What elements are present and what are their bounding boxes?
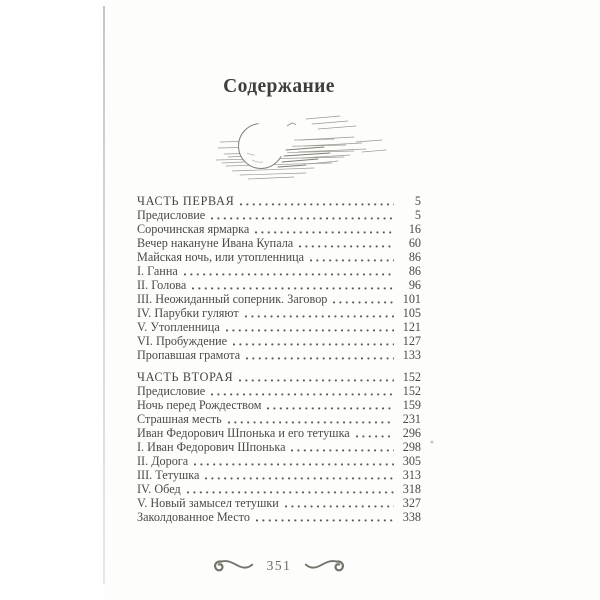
dot-leader [187,491,394,494]
toc-entry-label: Предисловие [137,208,206,222]
crescent-moon-clouds-illustration-icon [214,110,392,184]
toc-list [137,194,434,524]
dot-leader [246,357,394,360]
swash-flourish-icon [212,558,254,573]
toc-item-row [137,222,421,236]
dot-leader [240,203,394,206]
toc-item-row [137,348,421,362]
toc-item-row [137,482,421,496]
dot-leader [211,217,394,220]
toc-item-row [137,384,421,398]
dot-leader [194,463,394,466]
toc-entry-page-number: 5 [414,208,421,222]
dot-leader [228,421,394,424]
toc-entry-label: Заколдованное Место [137,510,250,524]
toc-entry-page-number: 318 [402,482,421,496]
toc-item-row [137,292,421,306]
toc-entry-label: II. Голова [137,278,187,292]
dot-leader [356,435,394,438]
toc-entry-page-number: 121 [402,320,421,334]
folio-page-number: 351 [266,557,292,573]
toc-entry-label: I. Иван Федорович Шпонька [137,440,286,454]
dot-leader [333,301,394,304]
dot-leader [226,329,394,332]
toc-entry-page-number: 159 [402,398,421,412]
dot-leader [255,231,394,234]
toc-entry-page-number: 96 [408,278,421,292]
toc-entry-page-number: 101 [402,292,421,306]
toc-item-row [137,496,421,510]
swash-flourish-icon-mirrored [304,558,346,573]
toc-item-row [137,426,421,440]
toc-entry-page-number: 152 [402,384,421,398]
toc-entry-label: Майская ночь, или утопленница [137,250,305,264]
toc-item-row [137,306,421,320]
toc-item-row [137,236,421,250]
toc-item-row [137,454,421,468]
toc-entry-label: IV. Парубки гуляют [137,306,239,320]
toc-entry-label: Вечер накануне Ивана Купала [137,236,294,250]
toc-entry-page-number: 127 [402,334,421,348]
footnote-mark: * [430,439,434,448]
toc-entry-page-number: 60 [408,236,421,250]
toc-item-row [137,412,421,426]
toc-entry-page-number: 231 [402,412,421,426]
page-title: Содержание [223,76,335,97]
toc-entry-label: III. Тетушка [137,468,200,482]
toc-item-row [137,320,421,334]
toc-entry-page-number: 86 [408,250,421,264]
toc-item-row [137,439,434,454]
toc-item-row [137,278,421,292]
toc-entry-page-number: 16 [408,222,421,236]
dot-leader [239,379,394,382]
toc-entry-page-number: 313 [402,468,421,482]
toc-entry-page-number: 338 [402,510,421,524]
toc-entry-label: Страшная месть [137,412,222,426]
toc-item-row [137,510,421,524]
dot-leader [299,245,394,248]
dot-leader [291,449,394,452]
toc-entry-page-number: 133 [402,348,421,362]
toc-entry-label: I. Ганна [137,264,178,278]
toc-entry-page-number: 298 * [402,439,434,454]
toc-part-header-row [137,194,421,208]
dot-leader [211,393,394,396]
toc-item-row [137,264,421,278]
toc-item-row [137,468,421,482]
toc-entry-label: Иван Федорович Шпонька и его тетушка [137,426,350,440]
dot-leader [192,287,394,290]
toc-entry-label: Пропавшая грамота [137,348,241,362]
dot-leader [184,273,394,276]
toc-entry-page-number: 305 [402,454,421,468]
toc-entry-label: Предисловие [137,384,206,398]
toc-entry-label: Сорочинская ярмарка [137,222,250,236]
dot-leader [205,477,394,480]
toc-entry-page-number: 5 [414,194,421,208]
toc-entry-label: II. Дорога [137,454,189,468]
toc-entry-label: III. Неожиданный соперник. Заговор [137,292,328,306]
toc-item-row [137,398,421,412]
toc-item-row [137,334,421,348]
dot-leader [310,259,394,262]
toc-entry-label: ЧАСТЬ ПЕРВАЯ [137,194,235,208]
dot-leader [267,407,394,410]
toc-entry-page-number: 296 [402,426,421,440]
toc-entry-label: IV. Обед [137,482,181,496]
page-edge-line [103,6,105,584]
toc-part-header-row [137,370,421,384]
toc-entry-page-number: 105 [402,306,421,320]
toc-entry-label: VI. Пробуждение [137,334,228,348]
toc-entry-label: V. Новый замысел тетушки [137,496,279,510]
dot-leader [233,343,394,346]
toc-entry-label: V. Утопленница [137,320,220,334]
dot-leader [285,505,394,508]
toc-entry-page-number: 86 [408,264,421,278]
toc-entry-page-number: 327 [402,496,421,510]
dot-leader [256,519,394,522]
toc-entry-page-number: 152 [402,370,421,384]
dot-leader [245,315,394,318]
page-footer [137,555,421,575]
toc-item-row [137,208,421,222]
toc-entry-label: Ночь перед Рождеством [137,398,262,412]
toc-entry-label: ЧАСТЬ ВТОРАЯ [137,370,234,384]
toc-item-row [137,250,421,264]
